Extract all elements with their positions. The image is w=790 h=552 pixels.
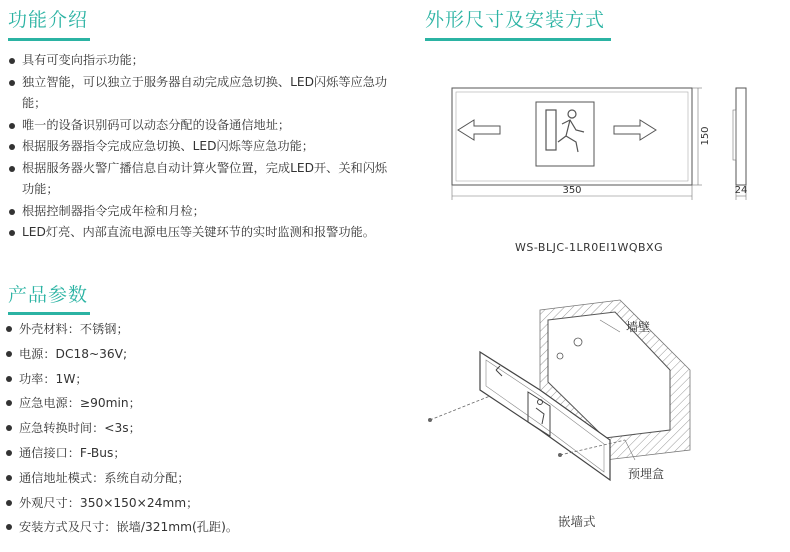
- front-view-drawing: [440, 80, 770, 205]
- dimensions-title-underline: [425, 38, 611, 41]
- features-title-underline: [8, 38, 90, 41]
- list-item: 独立智能，可以独立于服务器自动完成应急切换、LED闪烁等应急功能；: [7, 72, 392, 115]
- screw-icon: [558, 453, 562, 457]
- panel-inner-outline: [456, 92, 688, 181]
- list-item: 外观尺寸：350×150×24mm；: [4, 492, 384, 517]
- wall-label: 墙壁: [626, 320, 651, 334]
- features-title: 功能介绍: [8, 9, 89, 31]
- right-arrow-icon: [614, 120, 656, 140]
- dimensions-title: 外形尺寸及安装方式: [425, 9, 606, 31]
- features-list: [7, 50, 392, 244]
- list-item: 通信接口：F-Bus；: [4, 442, 384, 467]
- installation-drawing: [420, 290, 720, 510]
- list-item: 外壳材料：不锈钢；: [4, 318, 384, 343]
- model-number: WS-BLJC-1LR0EI1WQBXG: [515, 241, 664, 254]
- panel-outline: [452, 88, 692, 185]
- running-man-icon: [546, 110, 584, 152]
- list-item: 安装方式及尺寸：嵌墙/321mm(孔距)。: [4, 516, 384, 541]
- height-dimension-label: 150: [700, 126, 711, 146]
- list-item: 通信地址模式：系统自动分配；: [4, 467, 384, 492]
- list-item: 应急电源：≥90min；: [4, 392, 384, 417]
- list-item: 根据服务器火警广播信息自动计算火警位置，完成LED开、关和闪烁功能；: [7, 158, 392, 201]
- list-item: 应急转换时间：<3s；: [4, 417, 384, 442]
- list-item: 电源：DC18~36V;: [4, 343, 384, 368]
- install-caption: 嵌墙式: [558, 514, 596, 529]
- params-list: [4, 318, 384, 541]
- list-item: 根据控制器指令完成年检和月检；: [7, 201, 392, 223]
- params-title: 产品参数: [8, 284, 89, 306]
- list-item: 根据服务器指令完成应急切换、LED闪烁等应急功能；: [7, 136, 392, 158]
- list-item: 功率：1W；: [4, 368, 384, 393]
- params-title-underline: [8, 312, 90, 315]
- left-arrow-icon: [458, 120, 500, 140]
- screw-icon: [428, 418, 432, 422]
- list-item: 唯一的设备识别码可以动态分配的设备通信地址；: [7, 115, 392, 137]
- list-item: 具有可变向指示功能；: [7, 50, 392, 72]
- exit-man-box: [536, 102, 594, 166]
- depth-dimension-label: 24: [734, 185, 748, 196]
- width-dimension-label: 350: [562, 185, 582, 196]
- list-item: LED灯亮、内部直流电源电压等关键环节的实时监测和报警功能。: [7, 222, 392, 244]
- box-label: 预埋盒: [628, 467, 665, 481]
- side-view-outline: [736, 88, 746, 185]
